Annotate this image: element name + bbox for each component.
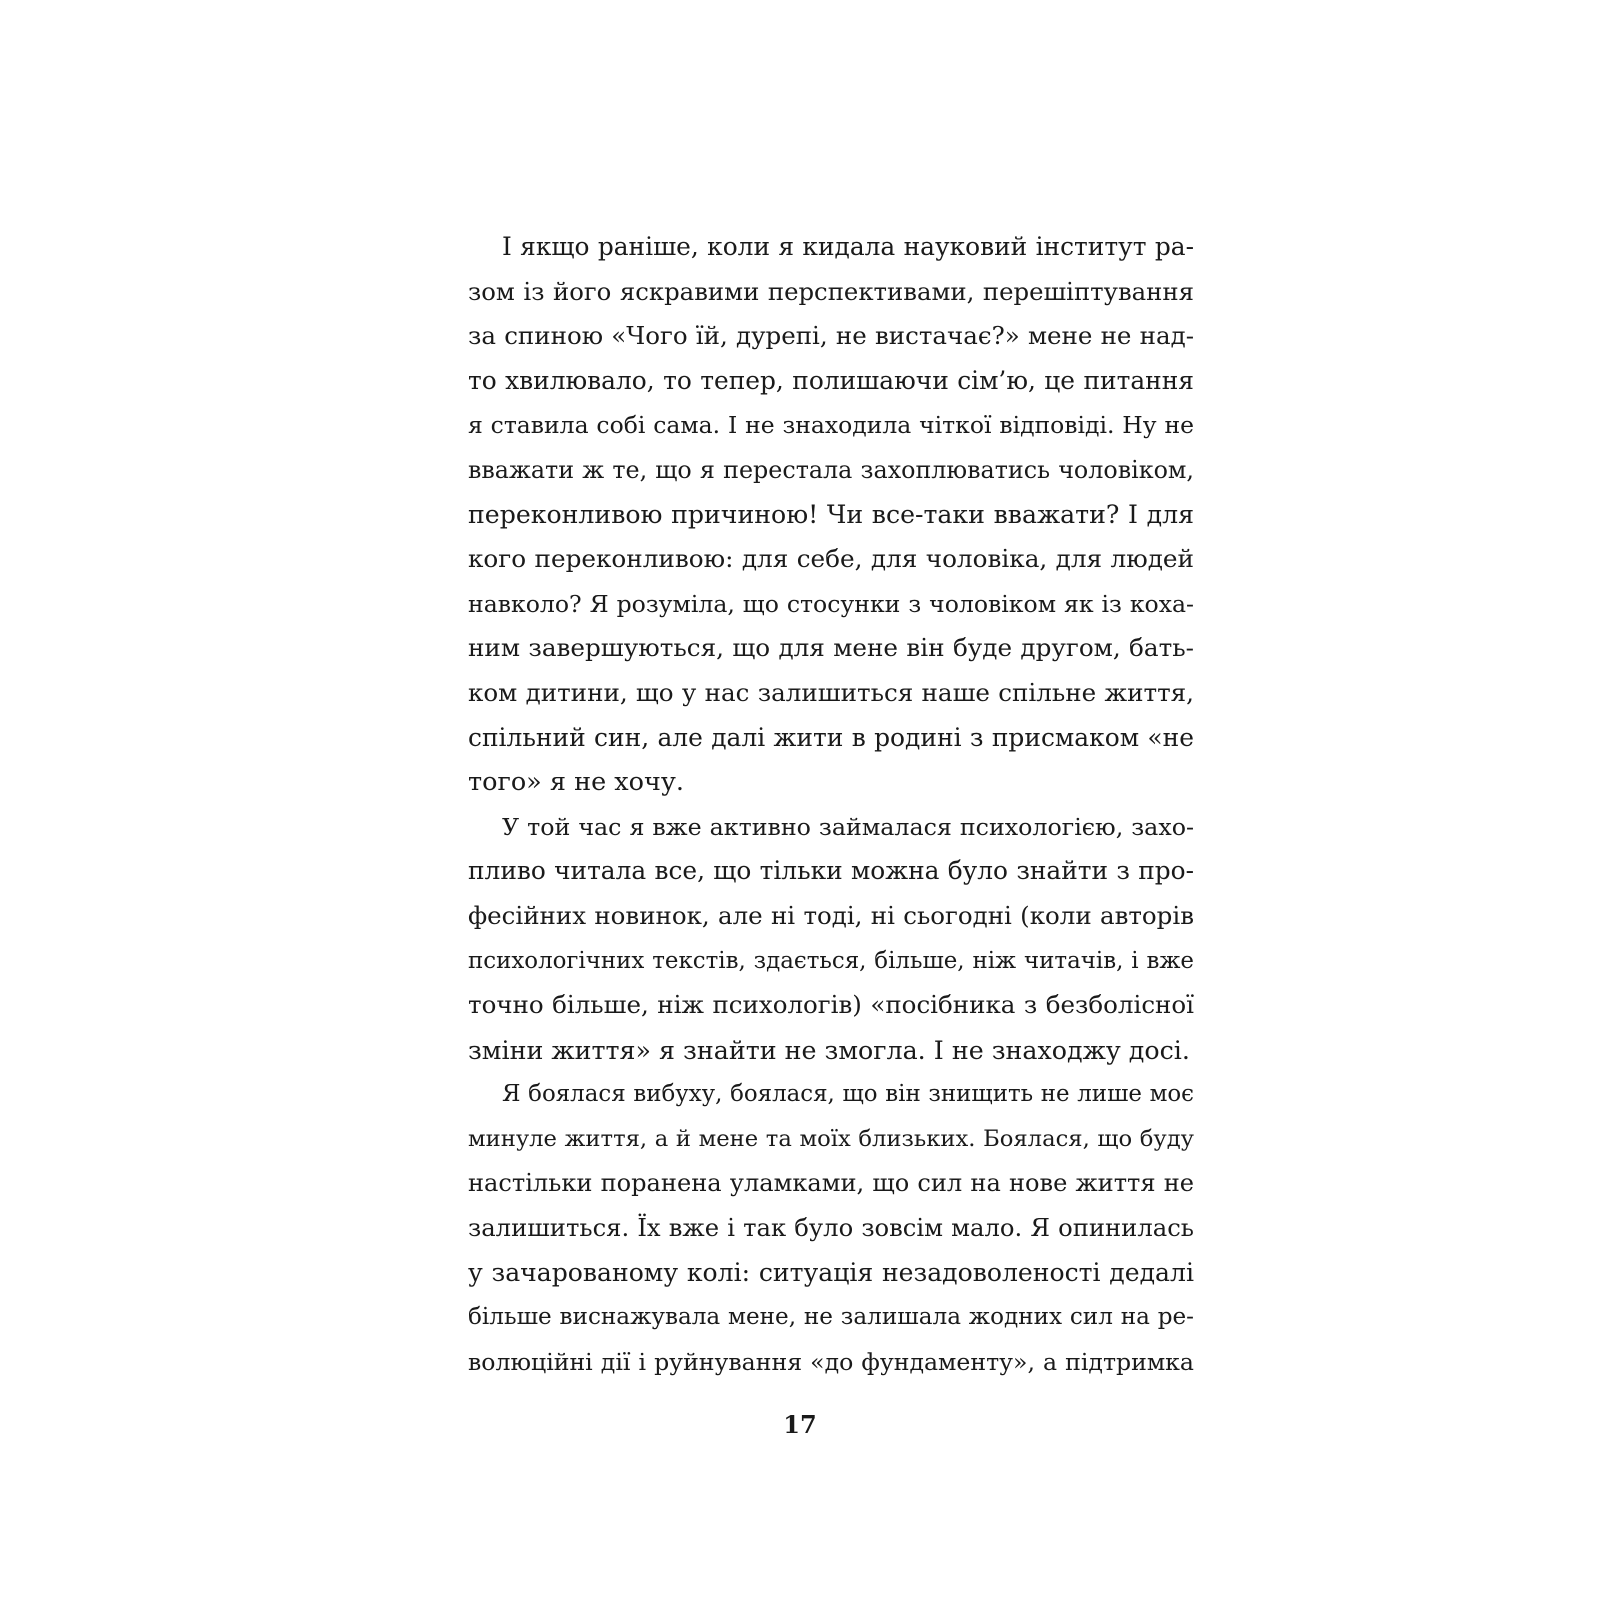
text-line: психологічних текстів, здається, більше, ніж читачів, і вже — [468, 947, 1194, 974]
paragraph-3 — [468, 1072, 1194, 1384]
text-line: пливо читала все, що тільки можна було знайти з про- — [468, 856, 1194, 886]
body-text — [468, 225, 1194, 1384]
paragraph-1 — [468, 225, 1194, 805]
text-line: у зачарованому колі: ситуація незадоволеності дедалі — [468, 1257, 1194, 1287]
text-line: настільки поранена уламками, що сил на нове життя не — [468, 1169, 1194, 1198]
text-line: зом із його яскравими перспективами, перешіптування — [468, 276, 1194, 306]
text-line: то хвилювало, то тепер, полишаючи сім’ю, це питання — [468, 365, 1194, 395]
text-line: І якщо раніше, коли я кидала науковий інститут ра- — [502, 232, 1194, 261]
text-line: Я боялася вибуху, боялася, що він знищить не лише моє — [502, 1081, 1194, 1108]
page-number: 17 — [783, 1410, 817, 1439]
text-line: точно більше, ніж психологів) «посібника з безболісної — [468, 990, 1194, 1020]
text-line: переконливою причиною! Чи все-таки вважати? І для — [468, 499, 1194, 529]
text-line: я ставила собі сама. І не знаходила чіткої відповіді. Ну не — [468, 411, 1194, 440]
text-line: ним завершуються, що для мене він буде другом, бать- — [468, 633, 1194, 663]
text-line: волюційні дії і руйнування «до фундаменту», а підтримка — [468, 1347, 1194, 1376]
text-line: зміни життя» я знайти не змогла. І не знаходжу досі. — [468, 1034, 1190, 1065]
text-line: того» я не хочу. — [468, 767, 684, 798]
text-line: кого переконливою: для себе, для чоловіка, для людей — [468, 544, 1194, 574]
text-line: залишиться. Їх вже і так було зовсім мало. Я опинилась — [468, 1213, 1194, 1243]
text-line: фесійних новинок, але ні тоді, ні сьогодні (коли авторів — [468, 900, 1194, 930]
text-line: за спиною «Чого їй, дурепі, не вистачає?» мене не над- — [468, 321, 1194, 351]
text-line: більше виснажувала мене, не залишала жодних сил на ре- — [468, 1304, 1194, 1331]
text-line: минуле життя, а й мене та моїх близьких. Боялася, що буду — [468, 1125, 1194, 1152]
text-line: спільний син, але далі жити в родині з присмаком «не — [468, 722, 1194, 752]
paragraph-2 — [468, 805, 1194, 1073]
text-line: вважати ж те, що я перестала захоплюватись чоловіком, — [468, 455, 1194, 484]
text-line: ком дитини, що у нас залишиться наше спільне життя, — [468, 677, 1194, 707]
text-line: У той час я вже активно займалася психологією, захо- — [502, 812, 1194, 841]
text-line: навколо? Я розуміла, що стосунки з чоловіком як із коха- — [468, 589, 1194, 618]
